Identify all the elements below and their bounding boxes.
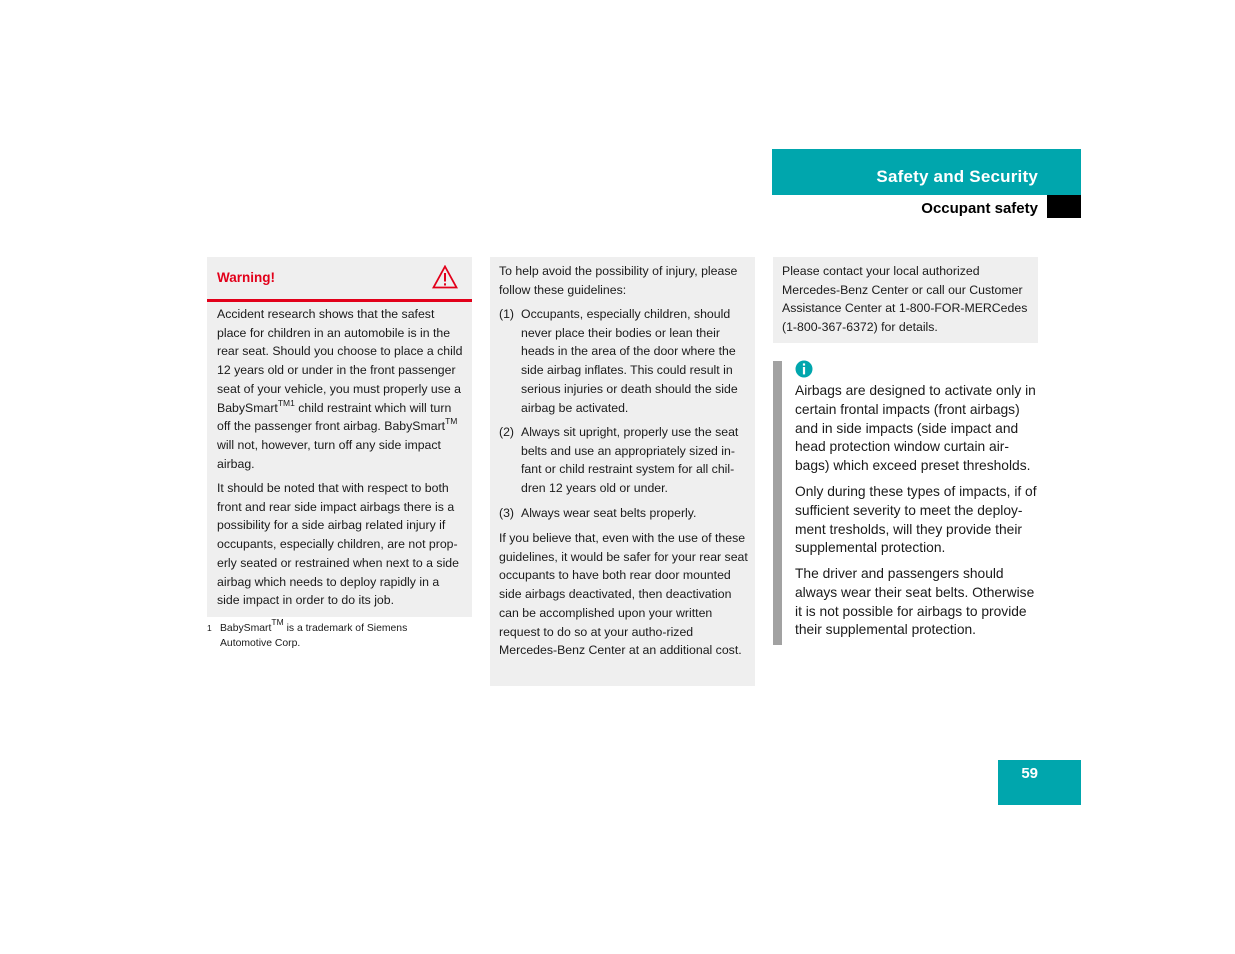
page-number-box bbox=[998, 760, 1081, 805]
trademark-mark: TM bbox=[271, 617, 284, 627]
footnote-text-part: BabySmart bbox=[220, 623, 272, 634]
warning-label: Warning! bbox=[217, 270, 275, 285]
contact-box bbox=[773, 257, 1038, 343]
footnote-text bbox=[220, 617, 460, 651]
trademark-mark: TM bbox=[445, 416, 458, 427]
warning-paragraph bbox=[217, 305, 465, 473]
list-item-number: (3) bbox=[499, 506, 515, 520]
footnote-mark: 1 bbox=[207, 623, 212, 633]
warning-paragraph: It should be noted that with respect to both front and rear side impact airbags there is a possibility for a side airbag related injury if occupants, especially children, are not prop-erly seated or restrained when next to a side airbag which needs to deploy rapidly in a side impact in order to do its job. bbox=[217, 481, 459, 608]
guidelines-intro: To help avoid the possibility of injury, please follow these guidelines: bbox=[499, 264, 738, 297]
section-title: Safety and Security bbox=[876, 167, 1038, 186]
warning-header bbox=[207, 257, 472, 302]
list-item-text: Always sit upright, properly use the seat belts and use an appropriately sized in-fant or child restraint system for all chil-dren 12 years old or under. bbox=[521, 425, 739, 496]
list-item-text: Occupants, especially children, should never place their bodies or lean their heads in the area of the door where the side airbag inflates. This could result in serious injuries or death should the side airbag be activated. bbox=[521, 307, 738, 415]
warning-text: will not, however, turn off any side impact airbag. bbox=[217, 437, 441, 471]
warning-triangle-icon bbox=[432, 265, 458, 289]
section-tab-marker bbox=[1047, 195, 1081, 218]
sub-section-title: Occupant safety bbox=[921, 200, 1038, 217]
list-item-number: (1) bbox=[499, 307, 515, 321]
warning-text: child restraint which will turn off the passenger front airbag. BabySmart bbox=[217, 400, 452, 434]
contact-text: Please contact your local authorized Mercedes-Benz Center or call our Customer Assistance Center at 1-800-FOR-MERCedes (1-800-367-6372) for details. bbox=[782, 264, 1028, 335]
footnote-text-part: is a trademark of Siemens Automotive Corp. bbox=[220, 623, 408, 649]
info-paragraph: Airbags are designed to activate only in certain frontal impacts (front airbags) and in side impacts (side impact and head protection window curtain air-bags) which exceed preset thresholds. bbox=[795, 383, 1036, 474]
info-paragraph: The driver and passengers should always wear their seat belts. Otherwise it is not possible for airbags to provide their supplemental protection. bbox=[795, 566, 1035, 638]
page-number: 59 bbox=[1021, 765, 1038, 782]
list-item-text: Always wear seat belts properly. bbox=[521, 506, 697, 520]
section-header-bar bbox=[772, 149, 1081, 195]
info-paragraph: Only during these types of impacts, if of sufficient severity to meet the deploy-ment tresholds, will they provide their supplemental protection. bbox=[795, 484, 1037, 556]
list-item-number: (2) bbox=[499, 425, 515, 439]
warning-box bbox=[207, 257, 472, 617]
info-icon bbox=[795, 360, 813, 378]
info-side-bar bbox=[773, 361, 782, 645]
warning-text: Accident research shows that the safest place for children in an automobile is in the rear seat. Should you choose to place a child 12 years old or under in the front passenger seat of your vehicle, you must properly use a BabySmart bbox=[217, 307, 463, 415]
guidelines-box bbox=[490, 257, 755, 686]
trademark-footnote-mark: TM1 bbox=[277, 397, 295, 408]
guidelines-outro: If you believe that, even with the use of these guidelines, it would be safer for your rear seat occupants to have both rear door mounted side airbags deactivated, then deactivation can be accomplished upon your written request to do so at your autho-rized Mercedes-Benz Center at an additional cost. bbox=[499, 531, 748, 658]
